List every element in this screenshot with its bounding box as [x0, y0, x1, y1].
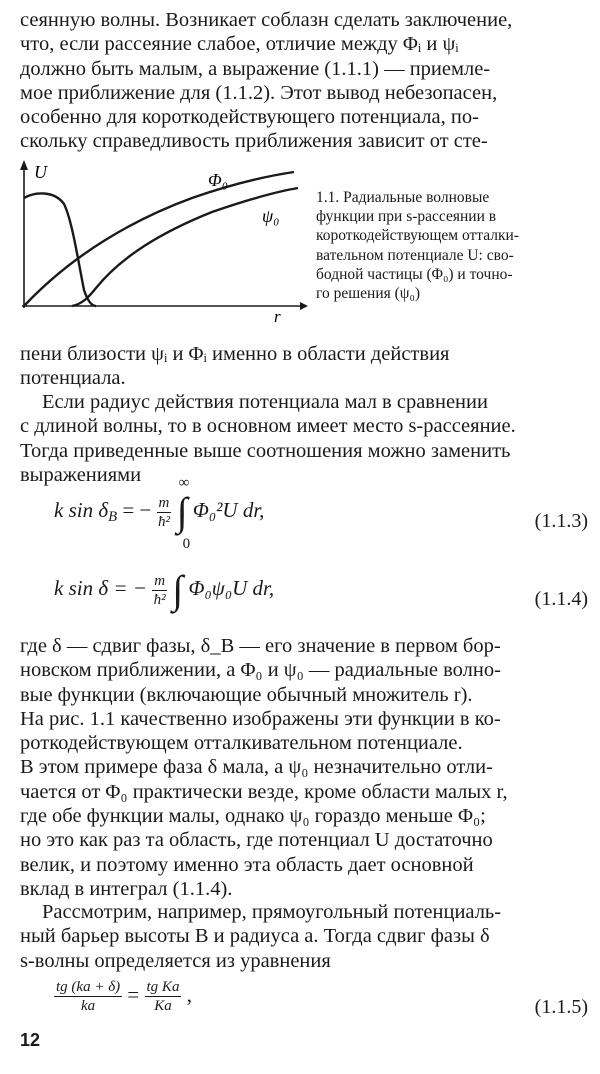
text-line: Тогда приведенные выше соотношения можно заменить [20, 439, 511, 462]
text-line: выражениями [20, 463, 142, 486]
text-line: особенно для короткодействующего потенциала, по- [20, 106, 479, 129]
text-line: что, если рассеяние слабое, отличие между Φᵢ и ψᵢ [20, 33, 459, 56]
text-line: го решения (ψ₀) [316, 285, 421, 303]
eq113-lhs: k sin δ [54, 497, 109, 522]
eq115-tail: , [181, 982, 192, 1007]
equation-1-1-3 [54, 475, 588, 556]
eq115-number: (1.1.5) [534, 996, 588, 1018]
text-line: потенциала. [20, 367, 126, 390]
text-line: Если радиус действия потенциала мал в сравнении [42, 391, 488, 413]
free-wave-label: Φ₀ [208, 170, 228, 190]
eq114-integrand: Φ₀ψ₀U dr, [188, 575, 275, 600]
y-axis-arrow [20, 160, 28, 170]
eq113-number: (1.1.3) [534, 510, 588, 532]
eq113-frac-den: ħ² [157, 513, 170, 530]
text-line: вые функции (включающие обычный множитель r). [20, 683, 473, 706]
eq115-eq-sign: = [122, 982, 145, 1007]
text-line: 1.1. Радиальные волновые [316, 189, 490, 206]
text-line: функции при s-рассеянии в [316, 208, 497, 226]
text-line: роткодействующем отталкивательном потенциале. [20, 732, 463, 755]
text-line: На рис. 1.1 качественно изображены эти функции в ко- [20, 707, 501, 730]
figure-wavefunctions [12, 160, 308, 332]
eq114-number: (1.1.4) [534, 588, 588, 610]
text-line: должно быть малым, а выражение (1.1.1) — приемле- [20, 57, 491, 80]
y-axis-label: U [34, 162, 47, 182]
text-line: вклад в интеграл (1.1.4). [20, 877, 233, 900]
equation-1-1-4 [54, 567, 588, 634]
wavefunction-plot [12, 160, 308, 332]
text-line: мое приближение для (1.1.2). Этот вывод небезопасен, [20, 81, 498, 104]
eq114-frac-num: m [154, 572, 166, 589]
text-line: короткодействующем отталки- [316, 227, 519, 245]
text-line: пени близости ψᵢ и Φᵢ именно в области действия [20, 343, 450, 365]
exact-solution-label: ψ₀ [262, 206, 280, 226]
eq113-lhs-sub: B [108, 509, 118, 526]
paragraph-barrier [20, 900, 588, 973]
eq115-rhs-den: Ka [154, 998, 172, 1014]
eq115-lhs-num: tg (ka + δ) [56, 979, 121, 995]
text-line: с длиной волны, то в основном имеет место s-рассеяние. [20, 415, 516, 438]
text-line: сеянную волны. Возникает соблазн сделать заключение, [20, 9, 513, 31]
text-line: новском приближении, а Φ₀ и ψ₀ — радиальные волно- [20, 659, 501, 682]
paragraph-where [20, 634, 588, 901]
eq113-upper-limit: ∞ [178, 475, 190, 491]
eq113-lower-limit: 0 [182, 536, 191, 552]
eq113-fraction [157, 494, 172, 531]
text-line: ный барьер высоты B и радиуса a. Тогда сдвиг фазы δ [20, 925, 490, 948]
eq115-rhs-fraction [145, 978, 182, 1015]
eq115-lhs-fraction [54, 978, 122, 1015]
eq113-integrand: Φ₀²U dr, [192, 497, 265, 522]
paragraph-after-figure [20, 342, 588, 391]
eq115-rhs-num: tg Ka [146, 979, 180, 995]
text-line: где δ — сдвиг фазы, δ_B — его значение в первом бор- [20, 635, 501, 657]
text-line: чается от Φ₀ практически везде, кроме области малых r, [20, 780, 508, 803]
page-number: 12 [20, 1030, 41, 1050]
text-line: скольку справедливость приближения зависит от сте- [20, 130, 488, 153]
text-line: В этом примере фаза δ мала, а ψ₀ незначительно отли- [20, 756, 493, 779]
text-line: но это как раз та область, где потенциал U достаточно [20, 829, 493, 852]
text-line: бодной частицы (Φ₀) и точно- [316, 265, 513, 283]
eq114-frac-den: ħ² [153, 591, 166, 608]
eq114-fraction [152, 572, 167, 609]
text-line: s-волны определяется из уравнения [20, 949, 331, 972]
free-wave-curve [24, 172, 294, 306]
text-line: велик, и поэтому именно эта область дает основной [20, 853, 474, 876]
x-axis-label: r [274, 307, 281, 326]
paragraph-radius [20, 390, 588, 487]
eq115-lhs-den: ka [81, 998, 96, 1014]
eq113-eq-sign: = − [117, 497, 157, 522]
text-line: вательном потенциале U: сво- [316, 246, 514, 264]
eq114-lhs: k sin δ = − [54, 575, 153, 600]
x-axis-arrow [300, 302, 308, 310]
paragraph-top [20, 8, 588, 154]
potential-curve [24, 193, 96, 306]
equation-1-1-5 [54, 978, 588, 1042]
figure-caption [316, 188, 586, 303]
eq114-integral: ∫ [172, 567, 184, 612]
text-line: Рассмотрим, например, прямоугольный потенциаль- [42, 901, 502, 923]
text-line: где обе функции малы, однако ψ₀ гораздо меньше Φ₀; [20, 805, 486, 828]
eq113-integral: ∫ ∞ 0 [176, 475, 191, 552]
eq113-frac-num: m [158, 494, 170, 511]
